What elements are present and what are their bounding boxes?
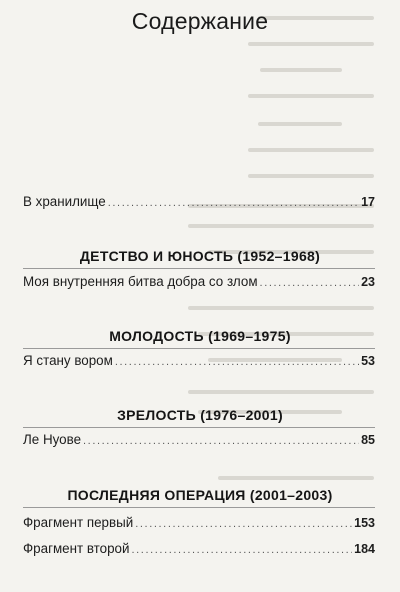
toc-entry-label: Моя внутренняя битва добра со злом: [23, 274, 258, 289]
leader-dots: [135, 518, 352, 530]
toc-entry[interactable]: [23, 515, 375, 530]
toc-entry-label: Ле Нуове: [23, 432, 82, 447]
section-heading-youth: МОЛОДОСТЬ (1969–1975): [109, 328, 291, 344]
leader-dots: [260, 277, 360, 289]
toc-entry[interactable]: [23, 432, 375, 447]
toc-entry-page: 85: [361, 433, 375, 447]
section-heading-last-operation: ПОСЛЕДНЯЯ ОПЕРАЦИЯ (2001–2003): [67, 487, 333, 503]
section-divider: [23, 348, 375, 349]
toc-entry-page: 184: [354, 542, 375, 556]
toc-entry-page: 53: [361, 354, 375, 368]
toc-entry[interactable]: [23, 353, 375, 368]
toc-entry-page: 23: [361, 275, 375, 289]
toc-entry-label: Фрагмент второй: [23, 541, 130, 556]
toc-entry-intro[interactable]: [23, 194, 375, 209]
toc-entry-label: В хранилище: [23, 194, 106, 209]
leader-dots: [83, 435, 359, 447]
section-divider: [23, 268, 375, 269]
toc-entry-label: Фрагмент первый: [23, 515, 134, 530]
page-title: Содержание: [131, 8, 269, 34]
section-divider: [23, 427, 375, 428]
section-heading-maturity: ЗРЕЛОСТЬ (1976–2001): [117, 407, 283, 423]
toc-entry-page: 17: [361, 195, 375, 209]
toc-entry[interactable]: [23, 541, 375, 556]
section-divider: [23, 507, 375, 508]
section-heading-childhood: ДЕТСТВО И ЮНОСТЬ (1952–1968): [79, 248, 321, 264]
leader-dots: [131, 544, 352, 556]
toc-entry-label: Я стану вором: [23, 353, 113, 368]
leader-dots: [108, 197, 359, 209]
leader-dots: [115, 356, 359, 368]
toc-entry[interactable]: [23, 274, 375, 289]
toc-entry-page: 153: [354, 516, 375, 530]
